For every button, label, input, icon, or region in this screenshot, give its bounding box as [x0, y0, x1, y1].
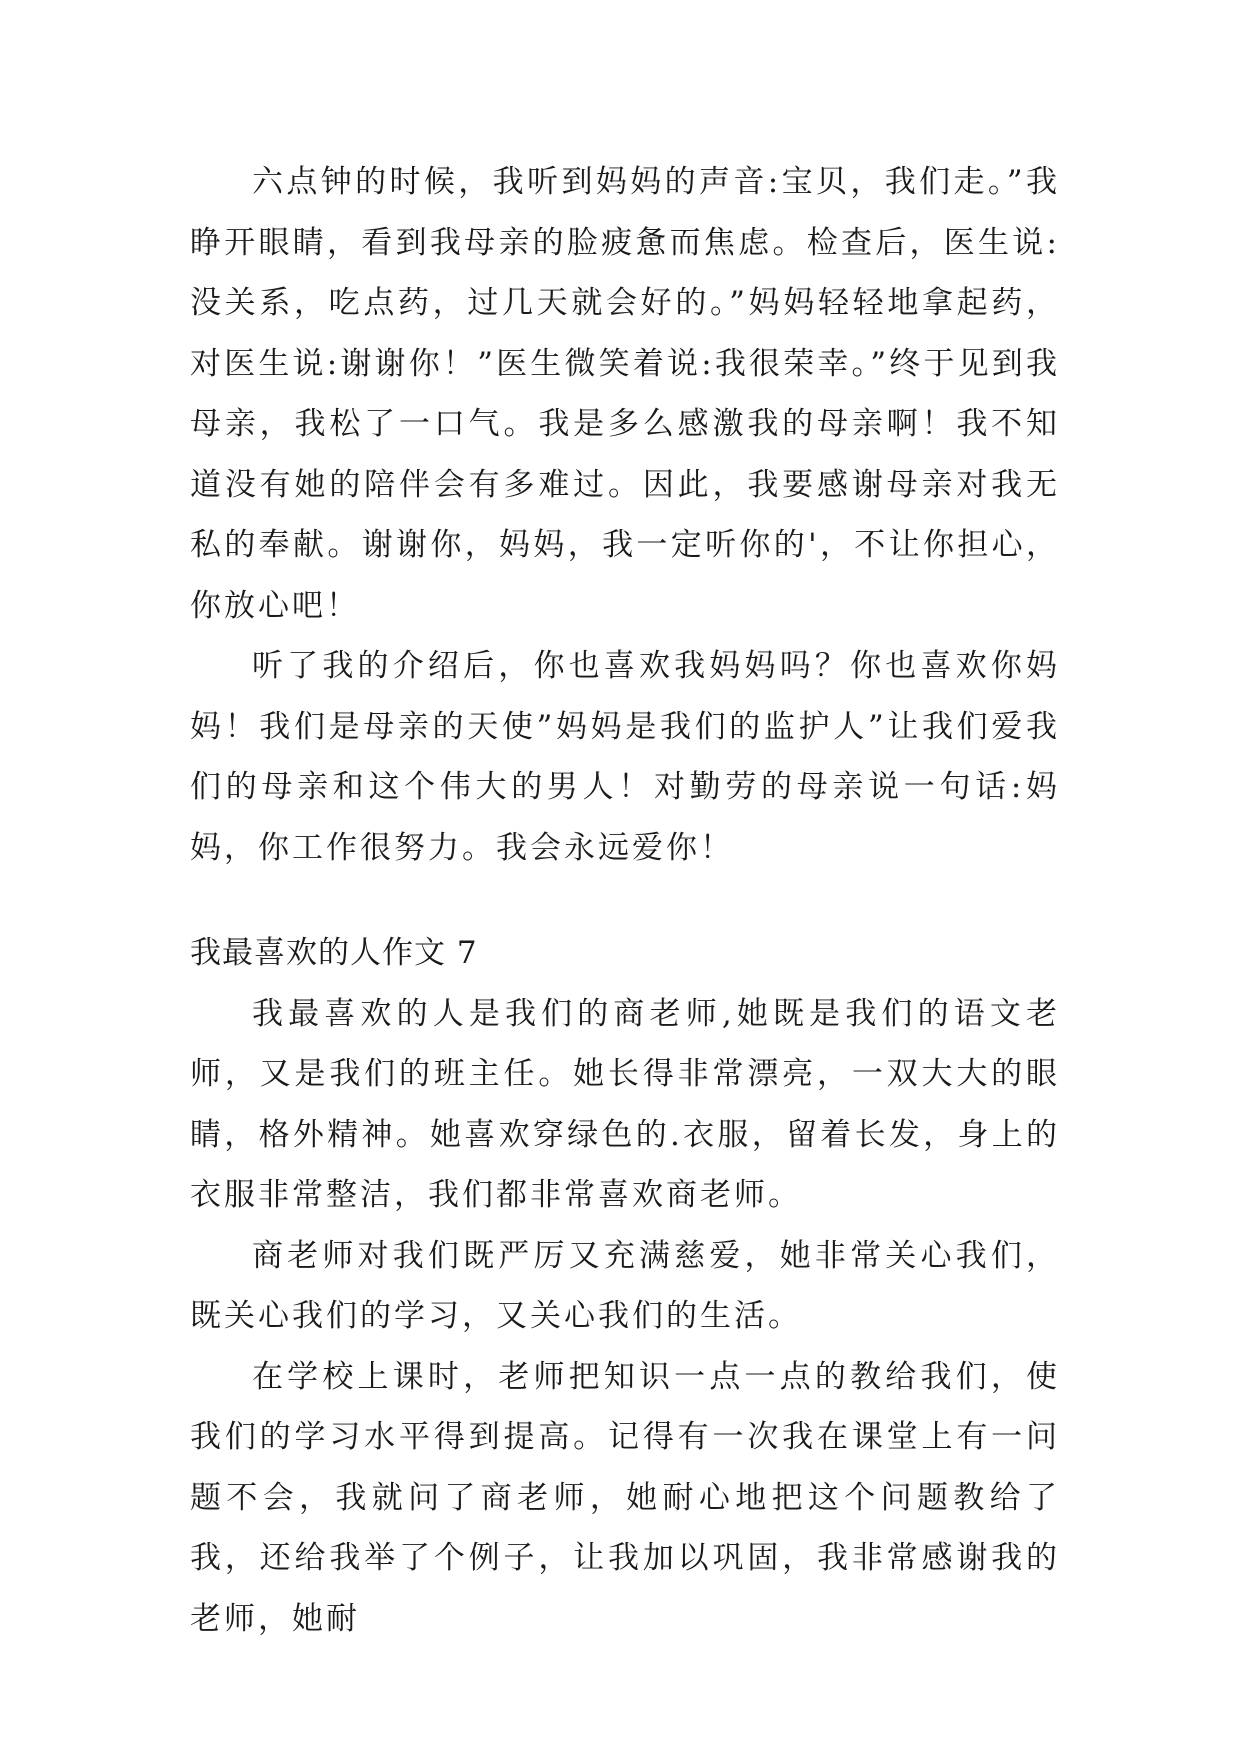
section-title: 我最喜欢的人作文 7 — [190, 935, 478, 971]
paragraph-teacher-care: 商老师对我们既严厉又充满慈爱，她非常关心我们，既关心我们的学习，又关心我们的生活。 — [190, 1237, 1060, 1334]
section-gap — [190, 878, 1060, 923]
paragraph-teacher-intro: 我最喜欢的人是我们的商老师,她既是我们的语文老师，又是我们的班主任。她长得非常漂亮，一双大大的眼睛，格外精神。她喜欢穿绿色的.衣服，留着长发，身上的衣服非常整洁，我们都非常喜欢商老师。 — [190, 995, 1060, 1213]
document-page — [190, 152, 1060, 1649]
paragraph-hospital-visit: 六点钟的时候，我听到妈妈的声音:宝贝，我们走。”我睁开眼睛，看到我母亲的脸疲惫而焦虑。检查后，医生说:没关系，吃点药，过几天就会好的。”妈妈轻轻地拿起药，对医生说:谢谢你！”医生微笑着说:我很荣幸。”终于见到我母亲，我松了一口气。我是多么感激我的母亲啊！我不知道没有她的陪伴会有多难过。因此，我要感谢母亲对我无私的奉献。谢谢你，妈妈，我一定听你的'，不让你担心，你放心吧！ — [190, 164, 1060, 624]
paragraph-love-mother: 听了我的介绍后，你也喜欢我妈妈吗？你也喜欢你妈妈！我们是母亲的天使”妈妈是我们的监护人”让我们爱我们的母亲和这个伟大的男人！对勤劳的母亲说一句话:妈妈，你工作很努力。我会永远爱你！ — [190, 648, 1060, 866]
paragraph-teacher-class: 在学校上课时，老师把知识一点一点的教给我们，使我们的学习水平得到提高。记得有一次我在课堂上有一问题不会，我就问了商老师，她耐心地把这个问题教给了我，还给我举了个例子，让我加以巩固，我非常感谢我的老师，她耐 — [190, 1358, 1060, 1637]
